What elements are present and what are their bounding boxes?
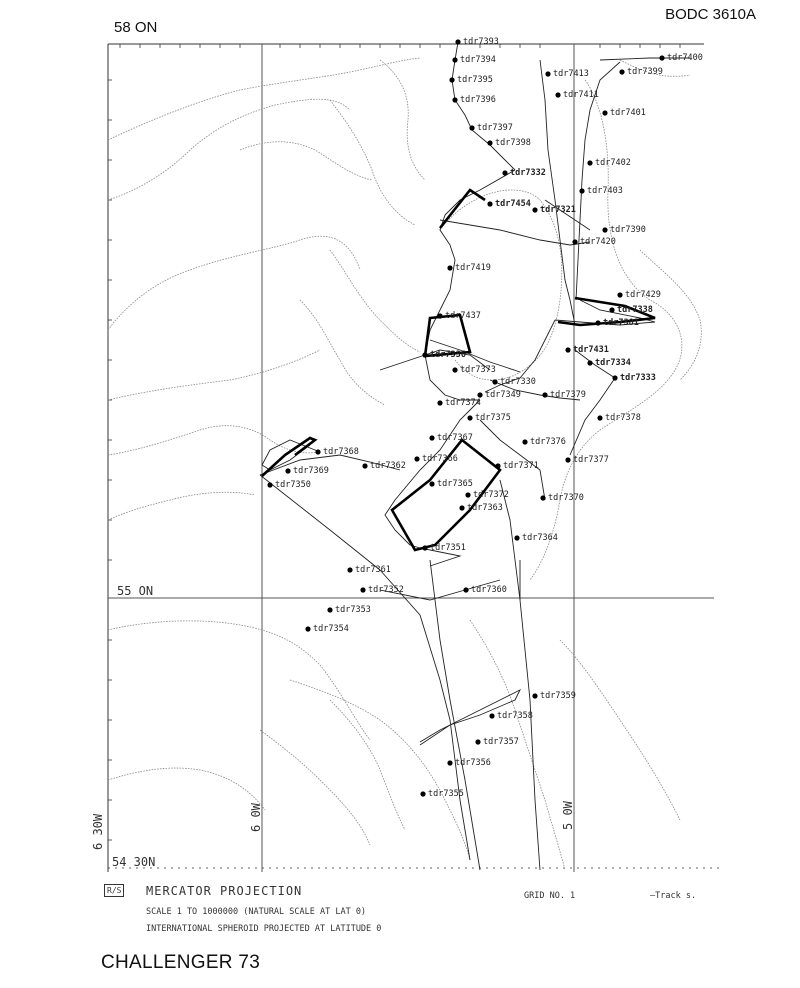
station-marker[interactable]	[469, 123, 512, 133]
svg-text:tdr7393: tdr7393	[463, 37, 499, 47]
station-marker[interactable]	[452, 55, 495, 65]
svg-text:tdr7398: tdr7398	[495, 138, 531, 148]
station-marker[interactable]	[597, 413, 640, 423]
svg-text:tdr7373: tdr7373	[460, 365, 496, 375]
station-marker[interactable]	[455, 37, 498, 47]
legend-badge: R/S	[104, 884, 124, 897]
station-marker[interactable]	[315, 447, 358, 457]
station-marker[interactable]	[422, 543, 465, 553]
svg-text:tdr7363: tdr7363	[467, 503, 503, 513]
svg-text:tdr7454: tdr7454	[495, 199, 531, 209]
latitude-55-label: 55 ON	[117, 584, 154, 598]
station-marker[interactable]	[532, 205, 575, 215]
station-marker[interactable]	[420, 789, 463, 799]
svg-text:tdr7369: tdr7369	[293, 466, 329, 476]
scale-label: SCALE 1 TO 1000000 (NATURAL SCALE AT LAT 0)	[146, 907, 367, 917]
station-marker[interactable]	[465, 490, 508, 500]
svg-text:tdr7413: tdr7413	[553, 69, 589, 79]
spheroid-label: INTERNATIONAL SPHEROID PROJECTED AT LATITUDE 0	[146, 924, 382, 934]
svg-text:tdr7332: tdr7332	[510, 168, 546, 178]
top-latitude-label: 58 ON	[114, 19, 158, 36]
svg-text:tdr7336: tdr7336	[430, 350, 466, 360]
svg-text:tdr7401: tdr7401	[610, 108, 646, 118]
svg-text:tdr7400: tdr7400	[667, 53, 703, 63]
station-marker[interactable]	[579, 186, 622, 196]
svg-text:tdr7374: tdr7374	[445, 398, 481, 408]
station-marker[interactable]	[540, 493, 583, 503]
station-marker[interactable]	[429, 433, 472, 443]
svg-text:tdr7396: tdr7396	[460, 95, 496, 105]
station-marker[interactable]	[587, 358, 630, 368]
grid-number-label: GRID NO. 1	[524, 891, 576, 901]
svg-text:tdr7334: tdr7334	[595, 358, 631, 368]
station-marker[interactable]	[327, 605, 370, 615]
svg-text:tdr7403: tdr7403	[587, 186, 623, 196]
svg-text:tdr7397: tdr7397	[477, 123, 513, 133]
station-marker[interactable]	[459, 503, 502, 513]
station-marker[interactable]	[545, 69, 588, 79]
longitude-6-label: 6 0W	[249, 803, 263, 832]
svg-text:tdr7395: tdr7395	[457, 75, 493, 85]
svg-text:tdr7338: tdr7338	[617, 305, 653, 315]
svg-text:tdr7372: tdr7372	[473, 490, 509, 500]
svg-text:tdr7366: tdr7366	[422, 454, 458, 464]
svg-text:tdr7361: tdr7361	[355, 565, 391, 575]
svg-text:tdr7431: tdr7431	[573, 345, 609, 355]
svg-text:tdr7351: tdr7351	[430, 543, 466, 553]
station-marker[interactable]	[429, 479, 472, 489]
cruise-title: CHALLENGER 73	[101, 952, 261, 973]
station-marker[interactable]	[449, 75, 492, 85]
dataset-reference: BODC 3610A	[665, 6, 756, 23]
projection-label: MERCATOR PROJECTION	[146, 884, 303, 898]
svg-text:tdr7352: tdr7352	[368, 585, 404, 595]
svg-text:tdr7364: tdr7364	[522, 533, 558, 543]
station-marker[interactable]	[285, 466, 328, 476]
station-marker[interactable]	[555, 90, 598, 100]
station-marker[interactable]	[612, 373, 655, 383]
station-marker[interactable]	[467, 413, 510, 423]
longitude-5-label: 5 0W	[561, 801, 575, 830]
station-marker[interactable]	[414, 454, 457, 464]
latitude-54-30-label: 54 30N	[112, 855, 156, 869]
svg-text:tdr7365: tdr7365	[437, 479, 473, 489]
svg-text:tdr7379: tdr7379	[550, 390, 586, 400]
station-marker[interactable]	[587, 158, 630, 168]
svg-text:tdr7370: tdr7370	[548, 493, 584, 503]
station-marker[interactable]	[347, 565, 390, 575]
station-marker[interactable]	[267, 480, 310, 490]
station-marker[interactable]	[447, 758, 490, 768]
station-marker[interactable]	[514, 533, 557, 543]
svg-text:tdr7349: tdr7349	[485, 390, 521, 400]
svg-text:tdr7355: tdr7355	[428, 789, 464, 799]
station-marker[interactable]	[542, 390, 585, 400]
longitude-6-30-label: 6 30W	[91, 813, 105, 850]
station-marker[interactable]	[362, 461, 405, 471]
svg-text:tdr7390: tdr7390	[610, 225, 646, 235]
svg-text:tdr7354: tdr7354	[313, 624, 349, 634]
station-marker[interactable]	[619, 67, 662, 77]
svg-text:tdr7357: tdr7357	[483, 737, 519, 747]
station-marker[interactable]	[489, 711, 532, 721]
station-marker[interactable]	[522, 437, 565, 447]
svg-text:tdr7359: tdr7359	[540, 691, 576, 701]
station-marker[interactable]	[532, 691, 575, 701]
station-marker[interactable]	[452, 95, 495, 105]
svg-text:tdr7420: tdr7420	[580, 237, 616, 247]
station-marker[interactable]	[360, 585, 403, 595]
svg-text:tdr7429: tdr7429	[625, 290, 661, 300]
svg-text:tdr7330: tdr7330	[500, 377, 536, 387]
svg-text:tdr7437: tdr7437	[445, 311, 481, 321]
station-marker[interactable]	[565, 345, 608, 355]
station-marker[interactable]	[602, 225, 645, 235]
svg-text:tdr7358: tdr7358	[497, 711, 533, 721]
svg-text:tdr7375: tdr7375	[475, 413, 511, 423]
station-marker[interactable]	[487, 138, 530, 148]
svg-text:tdr7362: tdr7362	[370, 461, 406, 471]
station-marker[interactable]	[477, 390, 520, 400]
station-marker[interactable]	[452, 365, 495, 375]
svg-text:tdr7353: tdr7353	[335, 605, 371, 615]
svg-text:tdr7360: tdr7360	[471, 585, 507, 595]
svg-text:tdr7399: tdr7399	[627, 67, 663, 77]
svg-text:tdr7419: tdr7419	[455, 263, 491, 273]
svg-text:tdr7394: tdr7394	[460, 55, 496, 65]
svg-text:tdr7377: tdr7377	[573, 455, 609, 465]
station-marker[interactable]	[617, 290, 660, 300]
station-marker[interactable]	[463, 585, 506, 595]
svg-text:tdr7402: tdr7402	[595, 158, 631, 168]
station-marker[interactable]	[437, 398, 480, 408]
top-ticks	[120, 44, 680, 48]
track-legend: —Track s.	[650, 891, 697, 901]
station-marker[interactable]	[305, 624, 348, 634]
svg-text:tdr7367: tdr7367	[437, 433, 473, 443]
svg-text:tdr7356: tdr7356	[455, 758, 491, 768]
svg-text:tdr7350: tdr7350	[275, 480, 311, 490]
station-marker[interactable]	[495, 461, 538, 471]
svg-text:tdr7321: tdr7321	[540, 205, 576, 215]
svg-text:tdr7411: tdr7411	[563, 90, 599, 100]
station-marker[interactable]	[602, 108, 645, 118]
svg-text:tdr7368: tdr7368	[323, 447, 359, 457]
svg-text:tdr7381: tdr7381	[603, 318, 639, 328]
station-marker[interactable]	[475, 737, 518, 747]
svg-text:tdr7378: tdr7378	[605, 413, 641, 423]
svg-text:tdr7376: tdr7376	[530, 437, 566, 447]
svg-text:tdr7371: tdr7371	[503, 461, 539, 471]
left-ticks	[108, 80, 112, 840]
station-markers	[267, 37, 702, 799]
station-marker[interactable]	[487, 199, 530, 209]
svg-text:tdr7333: tdr7333	[620, 373, 656, 383]
